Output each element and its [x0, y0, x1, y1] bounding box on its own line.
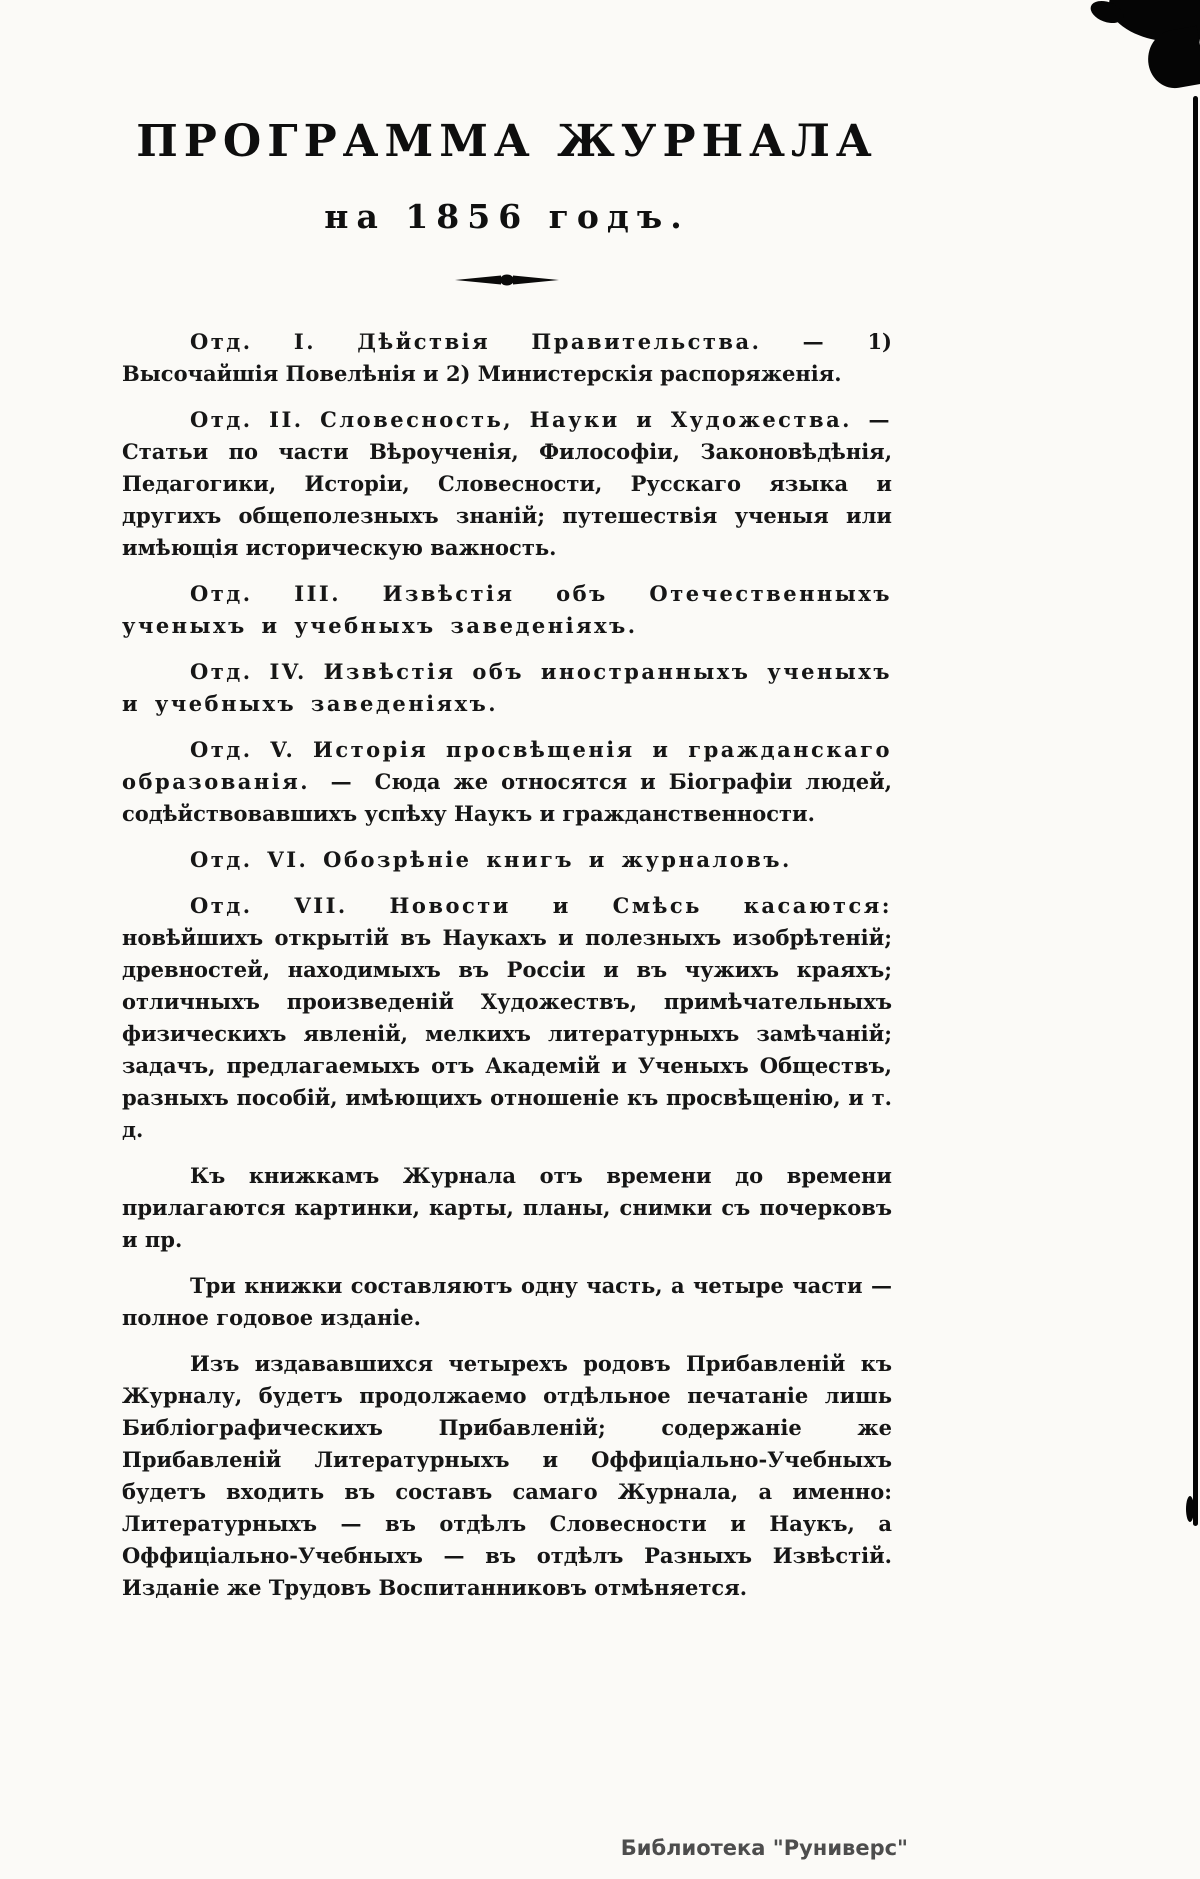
- paragraph-lead: Отд. IV. Извѣстія объ иностранныхъ ученыхъ и учебныхъ заведеніяхъ.: [122, 659, 892, 716]
- paragraph-section-3: [122, 578, 892, 642]
- paragraph-editions-note: [122, 1348, 892, 1604]
- ornament-divider-icon: [452, 272, 562, 292]
- page-title: ПРОГРАММА ЖУРНАЛА: [136, 116, 878, 167]
- paragraph-section-7: [122, 890, 892, 1146]
- scan-artifact-right-edge-dot: [1186, 1496, 1194, 1522]
- paragraph-text: новѣйшихъ открытій въ Наукахъ и полезныхъ изобрѣтеній; древностей, находимыхъ въ Россіи и въ чужихъ краяхъ; отличныхъ произведеній Художествъ, примѣчательныхъ физическихъ явленій, мелкихъ литературныхъ замѣчаній; задачъ, предлагаемыхъ отъ Академій и Ученыхъ Обществъ, разныхъ пособій, имѣющихъ отношеніе къ просвѣщенію, и т. д.: [122, 925, 892, 1142]
- scan-artifact-right-edge-strip: [1193, 96, 1198, 1526]
- paragraph-lead: Отд. I. Дѣйствія Правительства. —: [190, 329, 868, 354]
- paragraph-lead: Отд. VI. Обозрѣніе книгъ и журналовъ.: [190, 847, 792, 872]
- page-subtitle: на 1856 годъ.: [324, 197, 690, 236]
- page-content: [122, 0, 892, 1618]
- paragraph-lead: Отд. II. Словесность, Науки и Художества. —: [190, 407, 892, 432]
- paragraph-supplements-note: [122, 1160, 892, 1256]
- paragraph-section-6: [122, 844, 892, 876]
- paragraph-section-1: [122, 326, 892, 390]
- paragraph-lead: Отд. III. Извѣстія объ Отечественныхъ ученыхъ и учебныхъ заведеніяхъ.: [122, 581, 892, 638]
- paragraph-text: Къ книжкамъ Журнала отъ времени до времени прилагаются картинки, карты, планы, снимки съ почерковъ и пр.: [122, 1163, 892, 1252]
- paragraph-text: 1) Высочайшія Повелѣнія и 2) Министерскія распоряженія.: [122, 329, 892, 386]
- paragraph-text: Статьи по части Вѣроученія, Философіи, Законовѣдѣнія, Педагогики, Исторіи, Словесности, Русскаго языка и другихъ общеполезныхъ знаній; путешествія ученыя или имѣющія историческую важность.: [122, 439, 892, 560]
- paragraph-section-4: [122, 656, 892, 720]
- paragraph-lead: Отд. VII. Новости и Смѣсь касаются:: [190, 893, 892, 918]
- paragraph-section-2: [122, 404, 892, 564]
- paragraph-text: Изъ издававшихся четырехъ родовъ Прибавленій къ Журналу, будетъ продолжаемо отдѣльное печатаніе лишь Библіографическихъ Прибавленій; содержаніе же Прибавленій Литературныхъ и Оффиціально-Учебныхъ будетъ входить въ составъ самаго Журнала, а именно: Литературныхъ — въ отдѣлъ Словесности и Наукъ, а Оффиціально-Учебныхъ — въ отдѣлъ Разныхъ Извѣстій. Изданіе же Трудовъ Воспитанниковъ отмѣняется.: [122, 1351, 892, 1600]
- paragraph-lead: Отд. V. Исторія просвѣщенія и гражданскаго образованія. —: [122, 737, 892, 794]
- paragraph-text: Три книжки составляютъ одну часть, а четыре части — полное годовое изданіе.: [122, 1273, 892, 1330]
- paragraph-volumes-note: [122, 1270, 892, 1334]
- paragraph-text: Сюда же относятся и Біографіи людей, содѣйствовавшихъ успѣху Наукъ и гражданственности.: [122, 769, 892, 826]
- paragraph-section-5: [122, 734, 892, 830]
- watermark-library-label: Библиотека "Руниверс": [620, 1836, 908, 1860]
